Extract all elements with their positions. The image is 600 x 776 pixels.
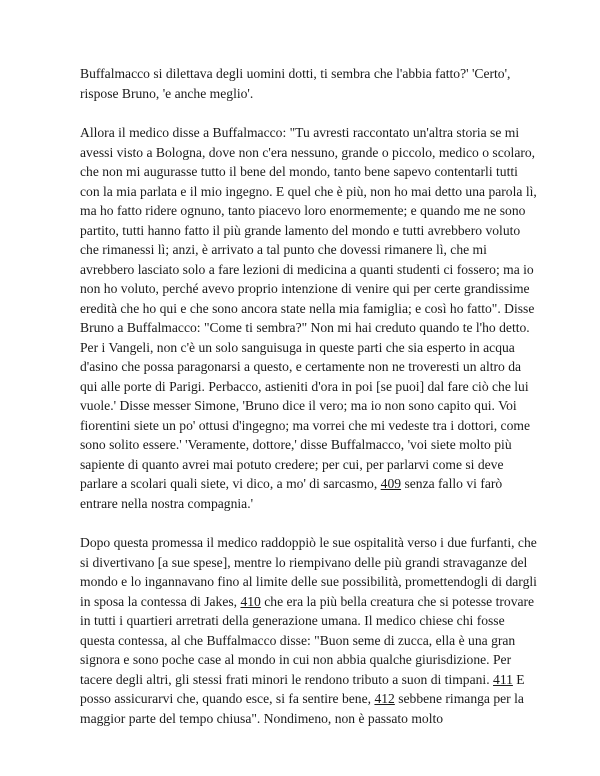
paragraph-text: che era la più bella creatura che si potesse trovare in tutti i quartieri arretrati della generazione umana. Il medico chiese chi fosse questa contessa, al che Buffalmacco disse: "Buon seme di zucca, ella è una gran signora e sono poche case al mondo in cui non abbia qualche giurisdizione. Per tacere degli altri, gli stessi frati minori le rendono tributo a suon di timpani. (80, 593, 535, 687)
paragraph-text: Buffalmacco si dilettava degli uomini dotti, ti sembra che l'abbia fatto?' 'Certo', rispose Bruno, 'e anche meglio'. (80, 66, 511, 101)
paragraph-3 (80, 533, 540, 728)
paragraph-text: E posso assicurarvi che, quando esce, si fa sentire bene, (80, 671, 525, 706)
paragraph-text: Allora il medico disse a Buffalmacco: "Tu avresti raccontato un'altra storia se mi avessi visto a Bologna, dove non c'era nessuno, grande o piccolo, medico o scolaro, che non mi augurasse tutto il bene del mondo, tanto bene sapevo contentarli tutti con la mia parlata e il mio ingegno. E quel che è più, non ho mai detto una parola lì, ma ho fatto ridere ognuno, tanto piacevo loro enormemente; e quando me ne sono partito, tutti hanno fatto il più grande lamento del mondo e tutti avrebbero voluto che rimanessi lì; anzi, è arrivato a tal punto che dovessi rimanere lì, che mi avrebbero lasciato solo a fare lezioni di medicina a quanti studenti ci fossero; ma io non ho voluto, perché avevo proprio intenzione di venire qui per certe grandissime eredità che ho qui e che sono ancora state nella mia famiglia; e così ho fatto". Disse Bruno a Buffalmacco: "Come ti sembra?" Non mi hai creduto quando te l'ho detto. Per i Vangeli, non c'è un solo sanguisuga in queste parti che sia esperto in acqua d'asino che possa paragonarsi a questo, e certamente non ne troveresti un altro da qui alle porte di Parigi. Perbacco, astieniti d'ora in poi [se puoi] dal fare ciò che lui vuole.' Disse messer Simone, 'Bruno dice il vero; ma io non sono capito qui. Voi fiorentini siete un po' ottusi d'ingegno; ma vorrei che mi vedeste tra i dottori, come sono solito essere.' 'Veramente, dottore,' disse Buffalmacco, 'voi siete molto più sapiente di quanto avrei mai potuto credere; per cui, per parlarvi come si deve parlare a scolari quali siete, vi dico, a mo' di sarcasmo, (80, 125, 537, 491)
paragraph-text: Dopo questa promessa il medico raddoppiò le sue ospitalità verso i due furfanti, che si divertivano [a sue spese], mentre lo riempivano delle più grandi stravaganze del mondo e lo ingannavano fino al limite delle sue possibilità, promettendogli di dargli in sposa la contessa di Jakes, (80, 535, 537, 609)
footnote-link-410[interactable]: 410 (240, 593, 261, 609)
footnote-link-412[interactable]: 412 (374, 691, 395, 706)
paragraph-text: senza fallo vi farò entrare nella nostra compagnia.' (80, 476, 503, 511)
footnote-link-409[interactable]: 409 (380, 476, 402, 491)
footnote-link-411[interactable]: 411 (493, 671, 513, 687)
paragraph-1 (80, 64, 540, 103)
document-page (80, 64, 540, 748)
paragraph-2 (80, 123, 540, 513)
paragraph-text: sebbene rimanga per la maggior parte del tempo chiusa". Nondimeno, non è passato molto (80, 691, 524, 726)
